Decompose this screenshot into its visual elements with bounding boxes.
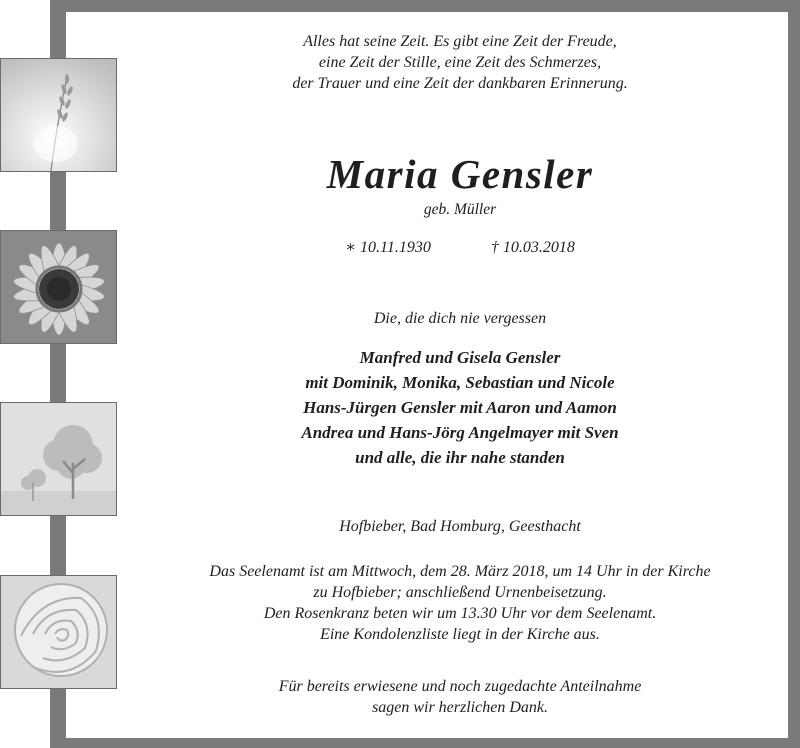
tree-photo [0,402,117,516]
mourners-list [120,345,800,470]
quote-line: der Trauer und eine Zeit der dankbaren Erinnerung. [292,75,628,92]
opening-quote [120,31,800,94]
deceased-name: Maria Gensler [326,151,594,197]
birth-date: ∗ 10.11.1930 [345,239,431,256]
service-line: Das Seelenamt ist am Mittwoch, dem 28. März 2018, um 14 Uhr in der Kirche [209,563,711,580]
grass-icon [1,59,116,171]
mourners-intro: Die, die dich nie vergessen [373,310,547,327]
mourner-line: Andrea und Hans-Jörg Angelmayer mit Sven [301,423,619,442]
grass-photo [0,58,117,172]
rose-photo [0,575,117,689]
service-line: zu Hofbieber; anschließend Urnenbeisetzung. [313,584,607,601]
mourner-line: mit Dominik, Monika, Sebastian und Nicole [305,373,615,392]
quote-line: Alles hat seine Zeit. Es gibt eine Zeit der Freude, [303,33,617,50]
quote-line: eine Zeit der Stille, eine Zeit des Schmerzes, [318,54,602,71]
flower-icon [1,231,116,343]
thanks-note [120,676,800,718]
mourner-line: Manfred und Gisela Gensler [359,348,561,367]
service-line: Eine Kondolenzliste liegt in der Kirche aus. [320,626,600,643]
rose-icon [1,576,116,688]
flower-photo [0,230,117,344]
death-date: † 10.03.2018 [490,239,575,256]
mourner-line: Hans-Jürgen Gensler mit Aaron und Aamon [303,398,617,417]
service-info [120,561,800,645]
mourner-line: und alle, die ihr nahe standen [355,448,565,467]
life-dates [120,237,800,257]
thanks-line: sagen wir herzlichen Dank. [372,699,548,716]
places: Hofbieber, Bad Homburg, Geesthacht [339,518,581,535]
service-line: Den Rosenkranz beten wir um 13.30 Uhr vor dem Seelenamt. [263,605,657,622]
birth-name: geb. Müller [423,201,497,218]
thanks-line: Für bereits erwiesene und noch zugedachte Anteilnahme [278,678,642,695]
tree-icon [1,403,116,515]
